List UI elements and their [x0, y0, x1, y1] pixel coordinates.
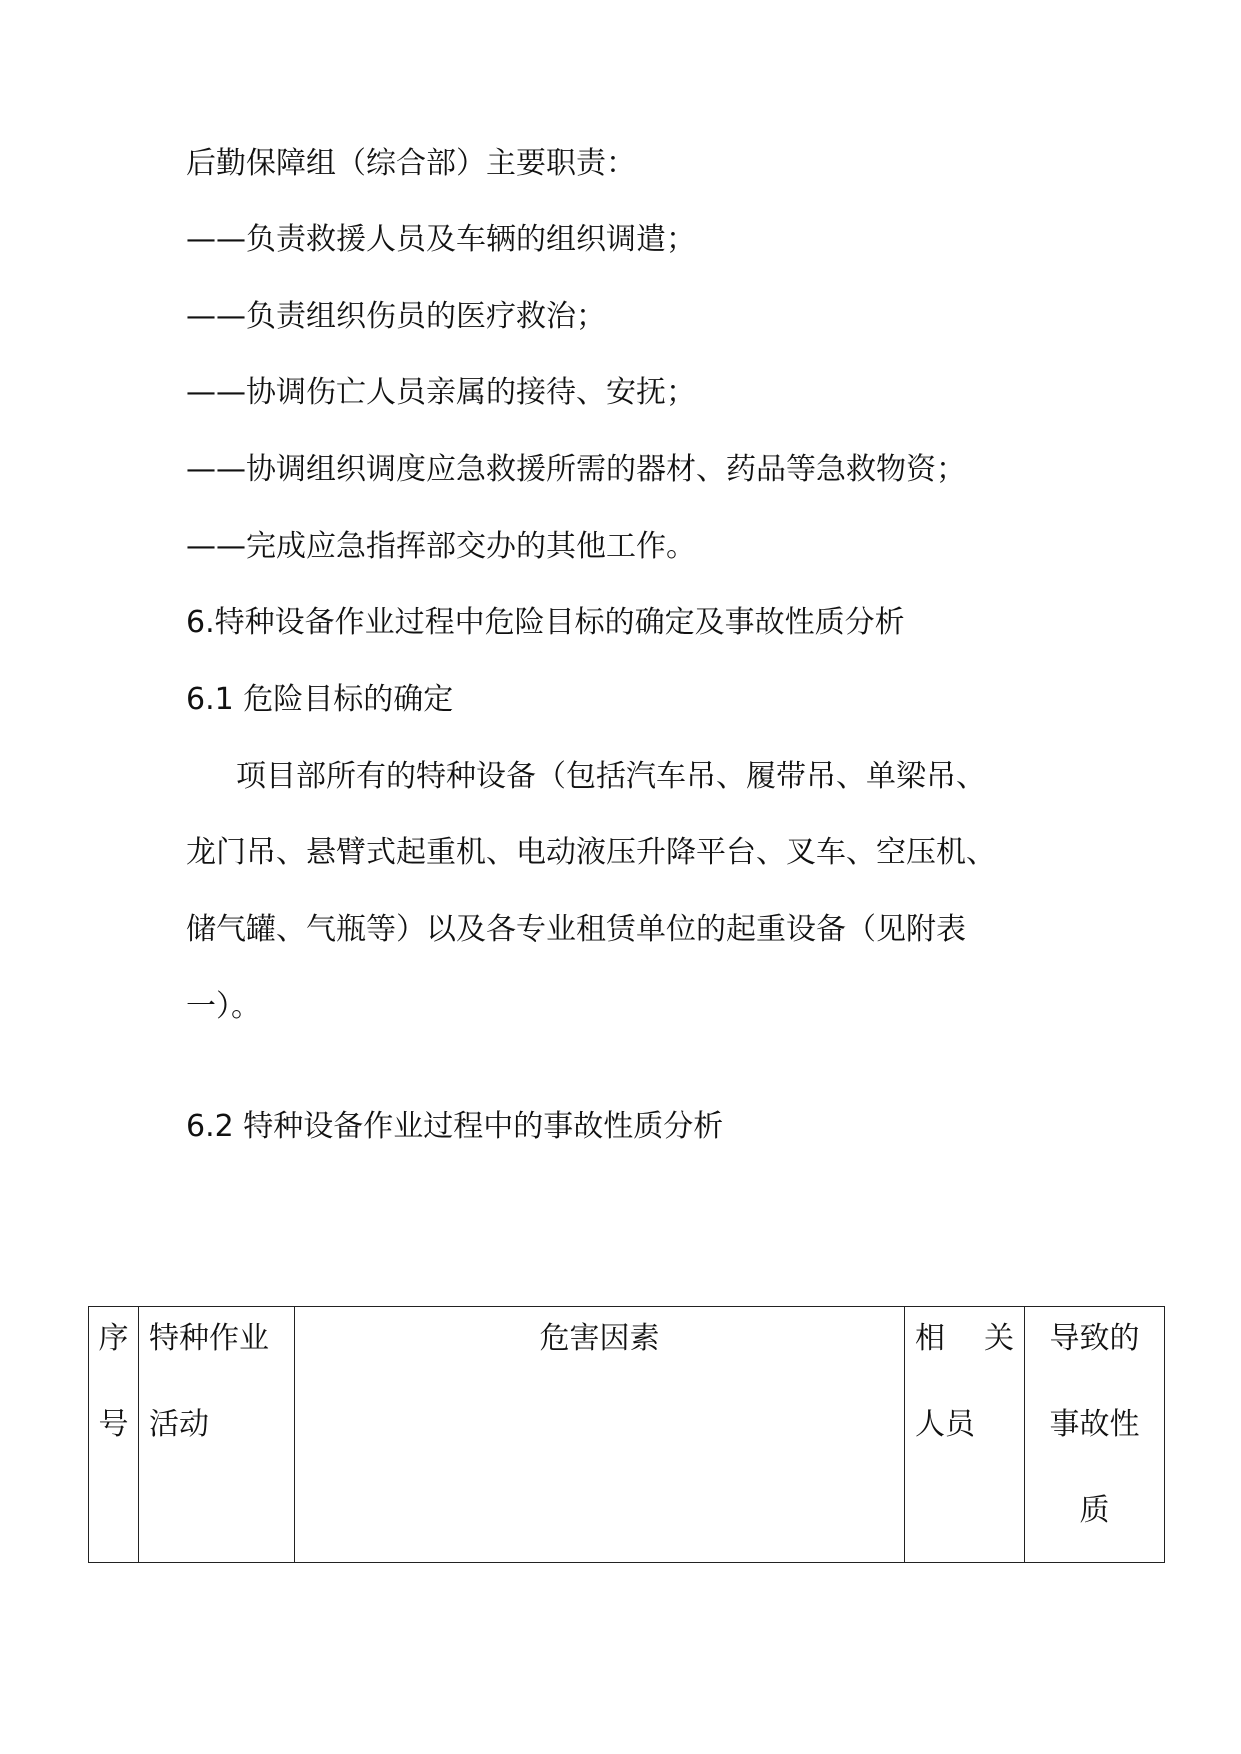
header-text: 号 — [98, 1407, 129, 1442]
header-text: 质 — [1079, 1493, 1110, 1528]
body-paragraph-line: 储气罐、气瓶等）以及各专业租赁单位的起重设备（见附表 — [186, 912, 966, 947]
section-heading-6-1: 6.1 危险目标的确定 — [186, 682, 454, 717]
body-paragraph-line: 项目部所有的特种设备（包括汽车吊、履带吊、单梁吊、 — [236, 759, 986, 794]
duty-item: ——协调组织调度应急救援所需的器材、药品等急救物资； — [186, 452, 966, 487]
header-cell-activity — [139, 1307, 295, 1563]
header-text: 序 — [98, 1321, 129, 1356]
section-heading-logistics: 后勤保障组（综合部）主要职责： — [186, 146, 636, 181]
body-paragraph-line: 龙门吊、悬臂式起重机、电动液压升降平台、叉车、空压机、 — [186, 835, 996, 870]
section-heading-6-2: 6.2 特种设备作业过程中的事故性质分析 — [186, 1109, 724, 1144]
header-text: 特种作业 — [149, 1321, 269, 1356]
duty-item: ——负责组织伤员的医疗救治； — [186, 299, 606, 334]
header-cell-accident-nature — [1025, 1307, 1165, 1563]
header-text: 活动 — [149, 1407, 209, 1442]
header-text: 关 — [984, 1321, 1014, 1356]
header-cell-serial-number — [89, 1307, 139, 1563]
header-cell-related-personnel — [905, 1307, 1025, 1563]
header-text: 相 — [915, 1321, 945, 1356]
duty-item: ——负责救援人员及车辆的组织调遣； — [186, 222, 696, 257]
accident-analysis-table — [88, 1306, 1165, 1563]
duty-item: ——协调伤亡人员亲属的接待、安抚； — [186, 375, 696, 410]
header-text: 导致的 — [1049, 1321, 1140, 1356]
section-heading-6: 6.特种设备作业过程中危险目标的确定及事故性质分析 — [186, 605, 905, 640]
header-text: 事故性 — [1049, 1407, 1140, 1442]
header-text: 人员 — [915, 1407, 975, 1442]
header-cell-hazard-factors — [295, 1307, 905, 1563]
table-header-row — [89, 1307, 1165, 1563]
header-text: 危害因素 — [539, 1321, 660, 1356]
duty-item: ——完成应急指挥部交办的其他工作。 — [186, 529, 696, 564]
body-paragraph-line: 一）。 — [186, 989, 261, 1024]
